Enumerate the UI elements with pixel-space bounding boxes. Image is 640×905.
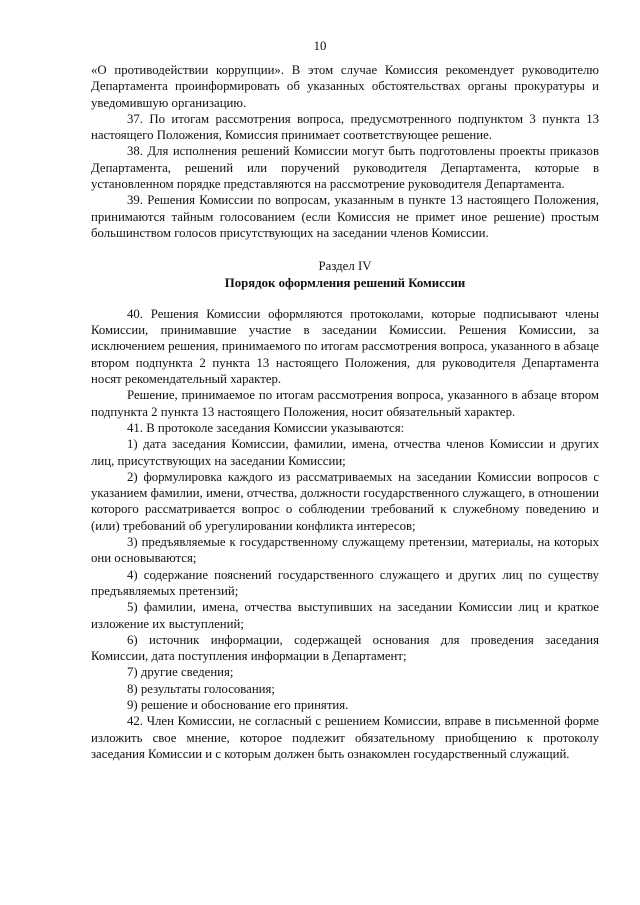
list-item-2: 2) формулировка каждого из рассматриваемых на заседании Комиссии вопросов с указанием фамилии, имени, отчества, должности государственного служащего, в отношении которого рассматривается вопрос о соблюдении требований к служебному поведению и (или) требований об урегулировании конфликта интересов; bbox=[91, 469, 599, 533]
list-item-3: 3) предъявляемые к государственному служащему претензии, материалы, на которых они основываются; bbox=[91, 535, 599, 566]
section-heading bbox=[91, 258, 599, 291]
paragraph-40-obligatory: Решение, принимаемое по итогам рассмотрения вопроса, указанного в абзаце втором подпункта 2 пункта 13 настоящего Положения, носит обязательный характер. bbox=[91, 388, 599, 419]
section-title: Порядок оформления решений Комиссии bbox=[224, 275, 466, 290]
list-item-8: 8) результаты голосования; bbox=[127, 681, 275, 696]
paragraph-40: 40. Решения Комиссии оформляются протоколами, которые подписывают члены Комиссии, принимавшие участие в заседании Комиссии. Решения Комиссии, за исключением решения, принимаемого по итогам рассмотрения вопроса, указанного в абзаце втором подпункта 2 пункта 13 настоящего Положения, для руководителя Департамента носят рекомендательный характер. bbox=[91, 306, 599, 387]
page-number: 10 bbox=[313, 39, 327, 53]
paragraph-continuation: «О противодействии коррупции». В этом случае Комиссия рекомендует руководителю Департамента проинформировать об указанных обстоятельствах органы прокуратуры и уведомившую организацию. bbox=[91, 63, 599, 110]
document-body bbox=[91, 62, 599, 762]
list-item-5: 5) фамилии, имена, отчества выступивших на заседании Комиссии лиц и краткое изложение их выступлений; bbox=[91, 600, 599, 631]
paragraph-42: 42. Член Комиссии, не согласный с решением Комиссии, вправе в письменной форме изложить свое мнение, которое подлежит обязательному приобщению к протоколу заседания Комиссии и с которым должен быть ознакомлен государственный служащий. bbox=[91, 714, 599, 761]
list-item-4: 4) содержание пояснений государственного служащего и других лиц по существу предъявляемых претензий; bbox=[91, 567, 599, 598]
paragraph-39: 39. Решения Комиссии по вопросам, указанным в пункте 13 настоящего Положения, принимаются тайным голосованием (если Комиссия не примет иное решение) простым большинством голосов присутствующих на заседании членов Комиссии. bbox=[91, 193, 599, 240]
list-item-7: 7) другие сведения; bbox=[127, 665, 234, 680]
list-item-6: 6) источник информации, содержащей основания для проведения заседания Комиссии, дата поступления информации в Департамент; bbox=[91, 632, 599, 664]
list-item-1: 1) дата заседания Комиссии, фамилии, имена, отчества членов Комиссии и других лиц, присутствующих на заседании Комиссии; bbox=[91, 437, 599, 468]
paragraph-38: 38. Для исполнения решений Комиссии могут быть подготовлены проекты приказов Департамента, решений или поручений руководителя Департамента, которые в установленном порядке представляются на рассмотрение руководителя Департамента. bbox=[91, 144, 599, 192]
paragraph-37: 37. По итогам рассмотрения вопроса, предусмотренного подпунктом 3 пункта 13 настоящего Положения, Комиссия принимает соответствующее решение. bbox=[91, 111, 599, 143]
paragraph-41: 41. В протоколе заседания Комиссии указываются: bbox=[127, 420, 405, 435]
section-label: Раздел IV bbox=[318, 259, 372, 274]
list-item-9: 9) решение и обоснование его принятия. bbox=[127, 697, 349, 712]
